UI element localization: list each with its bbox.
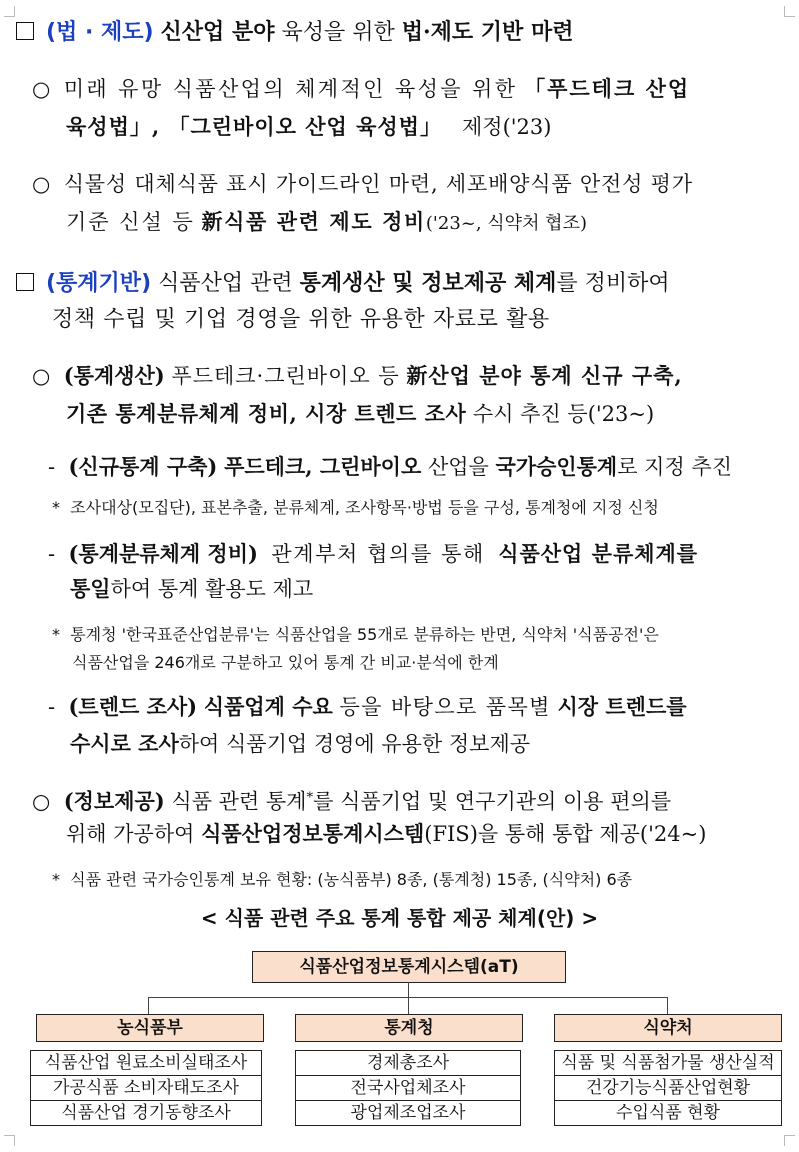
list-item: 식품 및 식품첨가물 생산실적 [554,1050,782,1075]
list-item: 가공식품 소비자태도조사 [30,1075,262,1100]
connector-line [408,997,409,1014]
section-tag: (법 · 제도) [46,20,154,45]
section1-heading: (법 · 제도) 신산업 분야 육성을 위한 법·제도 기반 마련 [16,18,573,47]
bullet-line: ○ 식물성 대체식품 표시 가이드라인 마련, 세포배양식품 안전성 평가 [32,172,693,196]
org-items-2 [295,1050,521,1126]
bullet-circle-icon: ○ [32,77,51,101]
org-node-2: 통계청 [295,1014,523,1042]
bullet-line: ○ (정보제공) 식품 관련 통계*를 식품기업 및 연구기관의 이용 편의를 [32,788,672,814]
org-items-1 [30,1050,262,1126]
bullet-circle-icon: ○ [32,172,51,196]
corner-mark [4,1135,15,1146]
bullet-line-cont: 육성법」, 「그린바이오 산업 육성법」 제정('23) [66,114,552,139]
bullet-line-cont: 기준 신설 등 新식품 관련 제도 정비('23~, 식약처 협조) [66,209,587,234]
org-node-3: 식약처 [554,1014,782,1042]
list-item: 수입식품 현황 [554,1100,782,1126]
bullet-line-cont: 기존 통계분류체계 정비, 시장 트렌드 조사 수시 추진 등('23~) [66,401,655,426]
asterisk-mark: * [306,791,314,806]
bullet-line: ○ (통계생산) 푸드테크·그린바이오 등 新산업 분야 통계 신규 구축, [32,363,683,388]
footnote-line: * 통계청 '한국표준산업분류'는 식품산업을 55개로 분류하는 반면, 식약처 '식품공전'은 [52,625,659,644]
list-item: 건강기능식품산업현황 [554,1075,782,1100]
dash-line-cont: 통일하여 통계 활용도 제고 [70,576,314,601]
bullet-line: ○ 미래 유망 식품산업의 체계적인 육성을 위한 「푸드테크 산업 [32,76,691,101]
connector-line [148,997,149,1014]
footnote-line-cont: 식품산업을 246개로 구분하고 있어 통계 간 비교·분석에 한계 [72,653,499,672]
bullet-circle-icon: ○ [32,789,51,814]
list-item: 전국사업체조사 [295,1075,521,1100]
section2-heading: (통계기반) 식품산업 관련 통계생산 및 정보제공 체계를 정비하여 [16,269,670,298]
footnote-line: * 조사대상(모집단), 표본추출, 분류체계, 조사항목·방법 등을 구성, 통계청에 지정 신청 [52,498,659,517]
top-node: 식품산업정보통계시스템(aT) [252,951,566,983]
dash-line: - (신규통계 구축) 푸드테크, 그린바이오 산업을 국가승인통계로 지정 추진 [48,454,732,479]
bullet-line-cont: 위해 가공하여 식품산업정보통계시스템(FIS)을 통해 통합 제공('24~) [66,821,707,846]
list-item: 식품산업 경기동향조사 [30,1100,262,1126]
org-node-1: 농식품부 [36,1014,264,1042]
dash-line: - (통계분류체계 정비) 관계부처 협의를 통해 식품산업 분류체계를 [48,541,699,566]
footnote-line: * 식품 관련 국가승인통계 보유 현황: (농식품부) 8종, (통계청) 15종, (식약처) 6종 [52,870,633,889]
org-items-3 [554,1050,782,1126]
dash-line: - (트렌드 조사) 식품업계 수요 등을 바탕으로 품목별 시장 트렌드를 [48,694,687,719]
list-item: 식품산업 원료소비실태조사 [30,1050,262,1075]
corner-mark [784,1135,795,1146]
section-tag: (통계기반) [46,271,152,296]
diagram-heading: < 식품 관련 주요 통계 통합 제공 체계(안) > [200,906,599,930]
list-item: 경제총조사 [295,1050,521,1075]
dash-line-cont: 수시로 조사하여 식품기업 경영에 유용한 정보제공 [70,731,531,756]
corner-mark [784,6,795,17]
checkbox-square-icon [16,273,34,291]
bullet-circle-icon: ○ [32,364,51,388]
connector-line [667,997,668,1014]
list-item: 광업제조업조사 [295,1100,521,1126]
checkbox-square-icon [16,22,34,40]
section2-heading-cont: 정책 수립 및 기업 경영을 위한 유용한 자료로 활용 [52,307,550,332]
corner-mark [4,6,15,17]
connector-line [408,982,409,998]
